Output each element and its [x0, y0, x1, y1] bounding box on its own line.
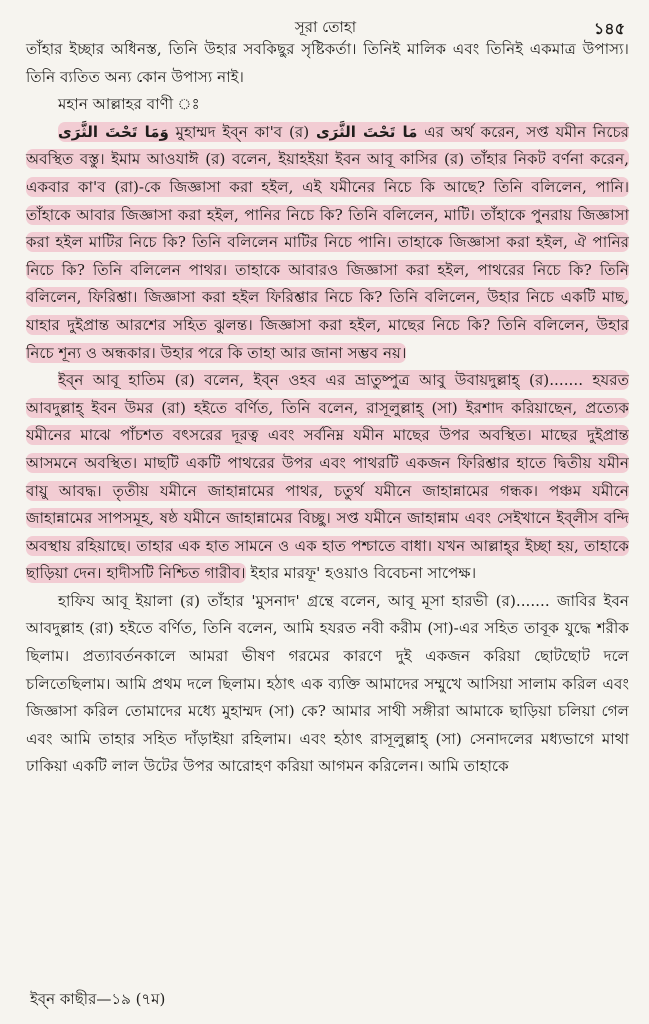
page-number: ১৪৫ — [593, 19, 625, 38]
verse-label — [26, 91, 629, 119]
narrator-lead: মুহাম্মদ ইব্‌ন কা'ব (র) — [168, 122, 316, 141]
paragraph-1-text: তাঁহার ইচ্ছার অধিনস্ত, তিনি উহার সবকিছুর সৃষ্টিকর্তা। তিনিই মালিক এবং তিনিই একমাত্র উপাস্য। তিনি ব্যতিত অন্য কোন উপাস্য নাই। — [26, 40, 629, 86]
paragraph-1 — [26, 36, 629, 91]
footer-signature: ইব্‌ন কাছীর—১৯ (৭ম) — [30, 990, 166, 1008]
page-footer — [30, 988, 165, 1013]
ibn-abi-hatim-tail: ইহার মারফূ' হওয়াও বিবেচনা সাপেক্ষ। — [245, 564, 477, 583]
narrator-mid: এর অর্থ করেন, — [417, 122, 527, 141]
highlight-commentary-kab — [26, 122, 629, 363]
commentary-kab-body: সপ্ত যমীন নিচের অবস্থিত বস্তু। ইমাম আওযাঈ (র) বলেন, ইয়াহইয়া ইবন আবূ কাসির (র) তাঁহার নিকট বর্ণনা করেন, একবার কা'ব (রা)-কে জিজ্ঞাসা করা হইল, এই যমীনের নিচে কি আছে? তিনি বলিলেন, পানি। তাঁহাকে আবার জিজ্ঞাসা করা হইল, পানির নিচে কি? তিনি বলিলেন, মাটি। তাঁহাকে পুনরায় জিজ্ঞাসা করা হইল মাটির নিচে কি? তিনি বলিলেন মাটির নিচে পানি। তাহাকে জিজ্ঞাসা করা হইল, ঐ পানির নিচে কি? তিনি বলিলেন পাথর। তাহাকে আবারও জিজ্ঞাসা করা হইল, পাথরের নিচে কি? তিনি বলিলেন, ফিরিশ্তা। জিজ্ঞাসা করা হইল ফিরিশ্তার নিচে কি? তিনি বলিলেন, উহার নিচে একটি মাছ, যাহার দুইপ্রান্ত আরশের সহিত ঝুলন্ত। জিজ্ঞাসা করা হইল, মাছের নিচে কি? তিনি বলিলেন, উহার নিচে শূন্য ও অন্ধকার। উহার পরে কি তাহা আর জানা সম্ভব নয়। — [26, 122, 629, 362]
paragraph-commentary-kab — [26, 119, 629, 367]
running-title: সূরা তোহা — [294, 18, 357, 36]
paragraph-ibn-abi-hatim — [26, 367, 629, 588]
verse-label-text: মহান আল্লাহর বাণী ঃ — [58, 95, 200, 114]
paragraph-abu-yala — [26, 588, 629, 781]
arabic-phrase-2: مَا تَحْتَ الثَّرَى — [315, 122, 418, 141]
highlight-ibn-abi-hatim: ইব্‌ন আবূ হাতিম (র) বলেন, ইব্‌ন ওহব এর ভ্রাতুষ্পুত্র আবু উবায়দুল্লাহ্ (র)....... হযরত আবদুল্লাহ্ ইবন উমর (রা) হইতে বর্ণিত, তিনি বলেন, রাসূলুল্লাহ্ (সা) ইরশাদ করিয়াছেন, প্রত্যেক যমীনের মাঝে পাঁচশত বৎসরের দূরত্ব এবং সর্বনিম্ন যমীন মাছের উপর অবস্থিত। মাছের দুইপ্রান্ত আসমনে অবস্থিত। মাছটি একটি পাথরের উপর এবং পাথরটি একজন ফিরিশ্তার হাতে দ্বিতীয় যমীন বায়ু আবদ্ধ। তৃতীয় যমীনে জাহান্নামের পাথর, চতুর্থ যমীনে জাহান্নামের গন্ধক। পঞ্চম যমীনে জাহান্নামের সাপসমূহ, ষষ্ঠ যমীনে জাহান্নামের বিচ্ছু। সপ্ত যমীনে জাহান্নাম এবং সেইখানে ইব্‌লীস বন্দি অবস্থায় রহিয়াছে। তাহার এক হাত সামনে ও এক হাত পশ্চাতে বাধা। যখন আল্লাহ্‌র ইচ্ছা হয়, তাহাকে ছাড়িয়া দেন। হাদীসটি নিশ্চিত গারীব। — [26, 371, 629, 583]
arabic-phrase: وَمَا تَحْتَ الثَّرَى — [58, 122, 169, 141]
page-body — [26, 36, 629, 781]
paragraph-abu-yala-text: হাফিয আবূ ইয়ালা (র) তাঁহার 'মুসনাদ' গ্রন্থে বলেন, আবূ মূসা হারভী (র)....... জাবির ইবন আবদুল্লাহ (রা) হইতে বর্ণিত, তিনি বলেন, আমি হযরত নবী করীম (সা)-এর সহিত তাবূক যুদ্ধে শরীক ছিলাম। প্রত্যাবর্তনকালে আমরা ভীষণ গরমের কারণে দুই একজন করিয়া ছোটছোট দলে চলিতেছিলাম। আমি প্রথম দলে ছিলাম। হঠাৎ এক ব্যক্তি আমাদের সম্মুখে আসিয়া সালাম করিল এবং জিজ্ঞাসা করিল তোমাদের মধ্যে মুহাম্মদ (সা) কে? আমার সাথী সঙ্গীরা আমাকে ছাড়িয়া চলিয়া গেল এবং আমি তাহার সহিত দাঁড়াইয়া রহিলাম। এবং হঠাৎ রাসূলুল্লাহ্ (সা) সেনাদলের মধ্যভাগে মাথা ঢাকিয়া একটি লাল উটের উপর আরোহণ করিয়া আগমন করিলেন। আমি তাহাকে — [26, 591, 629, 776]
